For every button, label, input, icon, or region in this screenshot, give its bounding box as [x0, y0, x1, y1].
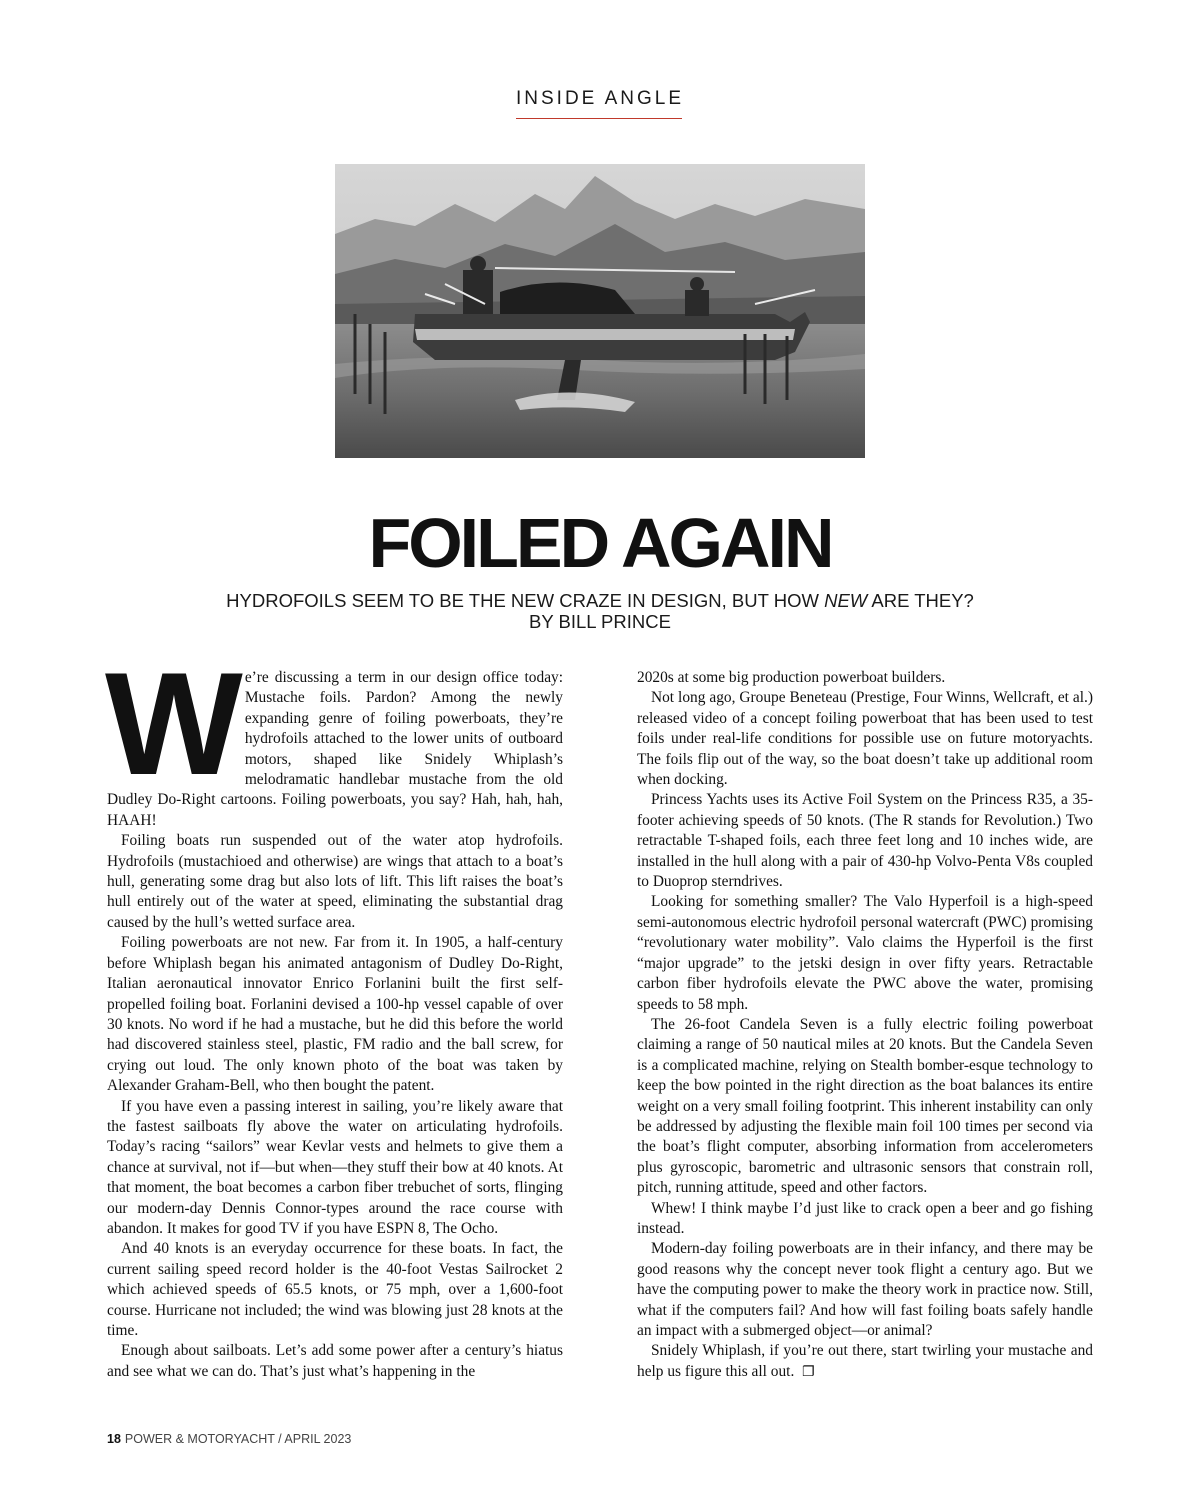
- dek-text-after: ARE THEY?: [867, 590, 974, 611]
- article-paragraph: Whew! I think maybe I’d just like to crack open a beer and go fishing instead.: [637, 1199, 1093, 1237]
- article-paragraph: Not long ago, Groupe Beneteau (Prestige, Four Winns, Wellcraft, et al.) released video of a concept foiling powerboat that has been used to test foils under real-life conditions for possible use on future motoryachts. The foils flip out of the way, so the boat doesn’t take up additional room when docking.: [637, 689, 1093, 789]
- article-paragraph: Enough about sailboats. Let’s add some power after a century’s hiatus and see what we can do. That’s just what’s happening in the: [107, 1342, 563, 1380]
- article-paragraph: Looking for something smaller? The Valo Hyperfoil is a high-speed semi-autonomous electric hydrofoil personal watercraft (PWC) promising “revolutionary water mobility”. Valo claims the Hyperfoil is the first “major upgrade” to the jetski design in over fifty years. Retractable carbon fiber hydrofoils elevate the PWC above the water, promising speeds to 58 mph.: [637, 893, 1093, 1013]
- page-folio: [107, 1432, 351, 1446]
- article-paragraph: And 40 knots is an everyday occurrence for these boats. In fact, the current sailing speed record holder is the 40-foot Vestas Sailrocket 2 which achieved speeds of 65.5 knots, or 75 mph, over a 1,600-foot course. Hurricane not included; the wind was blowing just 28 knots at the time.: [107, 1240, 563, 1339]
- dek-text-before: HYDROFOILS SEEM TO BE THE NEW CRAZE IN DESIGN, BUT HOW: [226, 590, 825, 611]
- section-label: INSIDE ANGLE: [516, 88, 684, 109]
- article-paragraph: Foiling boats run suspended out of the water atop hydrofoils. Hydrofoils (mustachioed and otherwise) are wings that attach to a boat’s hull, generating some drag but also lots of lift. This lift raises the boat’s hull entirely out of the water at speed, eliminating the substantial drag caused by the hull’s wetted surface area.: [107, 832, 563, 931]
- dek: [0, 590, 1200, 611]
- section-rule: [516, 118, 682, 119]
- article-column-right: [637, 668, 1093, 1382]
- end-mark-icon: ❐: [802, 1363, 815, 1380]
- drop-cap: W: [105, 642, 233, 805]
- article-paragraph: Princess Yachts uses its Active Foil System on the Princess R35, a 35-footer achieving speeds of 50 knots. (The R stands for Revolution.) Two retractable T-shaped foils, each three feet long and 10 inches wide, are installed in the hull along with a pair of 430-hp Volvo-Penta V8s coupled to Duoprop sterndrives.: [637, 791, 1093, 891]
- headline: FOILED AGAIN: [368, 504, 832, 582]
- article-paragraph: If you have even a passing interest in sailing, you’re likely aware that the fastest sailboats fly above the water on articulating hydrofoils. Today’s racing “sailors” wear Kevlar vests and helmets to give them a chance at survival, not if—but when—they stuff their bow at 40 knots. At that moment, the boat becomes a carbon fiber trebuchet of sorts, flinging our modern-day Dennis Connor-types around the race course with abandon. It makes for good TV if you have ESPN 8, The Ocho.: [107, 1097, 563, 1237]
- article-paragraph: Modern-day foiling powerboats are in their infancy, and there may be good reasons why the concept never took flight a century ago. But we have the computing power to make the theory work in practice now. Still, what if the computers fail? And how will fast foiling boats safely handle an impact with a submerged object—or animal?: [637, 1240, 1093, 1339]
- folio-text: POWER & MOTORYACHT / APRIL 2023: [124, 1432, 352, 1446]
- article-paragraph: We’re discussing a term in our design office today: Mustache foils. Pardon? Among the newly expanding genre of foiling powerboats, they’re hydrofoils attached to the lower units of outboard motors, shaped like Snidely Whiplash’s melodramatic handlebar mustache from the old Dudley Do-Right cartoons. Foiling powerboats, you say? Hah, hah, hah, HAAH!: [105, 642, 563, 829]
- article-paragraph: The 26-foot Candela Seven is a fully electric foiling powerboat claiming a range of 50 nautical miles at 20 knots. But the Candela Seven is a complicated machine, relying on Stealth bomber-esque technology to keep the bow pointed in the right direction as the boat balances its entire weight on a very small foiling footprint. This inherent instability can only be addressed by adjusting the flexible main foil 100 times per second via the boat’s flight computer, absorbing information from accelerometers plus gyroscopic, barometric and ultrasonic sensors that constrain roll, pitch, running attitude, speed and other factors.: [637, 1015, 1093, 1197]
- page-number: 18: [107, 1432, 121, 1446]
- article-closing-paragraph: Snidely Whiplash, if you’re out there, start twirling your mustache and help us figure this all out. ❐: [637, 1342, 1093, 1380]
- article-paragraph-continued: 2020s at some big production powerboat builders.: [637, 669, 946, 686]
- article-paragraph: Foiling powerboats are not new. Far from it. In 1905, a half-century before Whiplash began his animated antagonism of Dudley Do-Right, Italian aeronautical innovator Enrico Forlanini built the first self-propelled foiling boat. Forlanini devised a 100-hp vessel capable of over 30 knots. No word if he had a mustache, but he did this before the world had discovered stainless steel, plastic, FM radio and the ball screw, for crying out loud. The only known photo of the boat was taken by Alexander Graham-Bell, who then bought the patent.: [107, 934, 563, 1095]
- hydrofoil-boat-photo: [335, 164, 865, 458]
- dek-emphasis: NEW: [824, 590, 868, 611]
- byline: BY BILL PRINCE: [529, 611, 671, 632]
- article-column-left: [105, 642, 563, 1382]
